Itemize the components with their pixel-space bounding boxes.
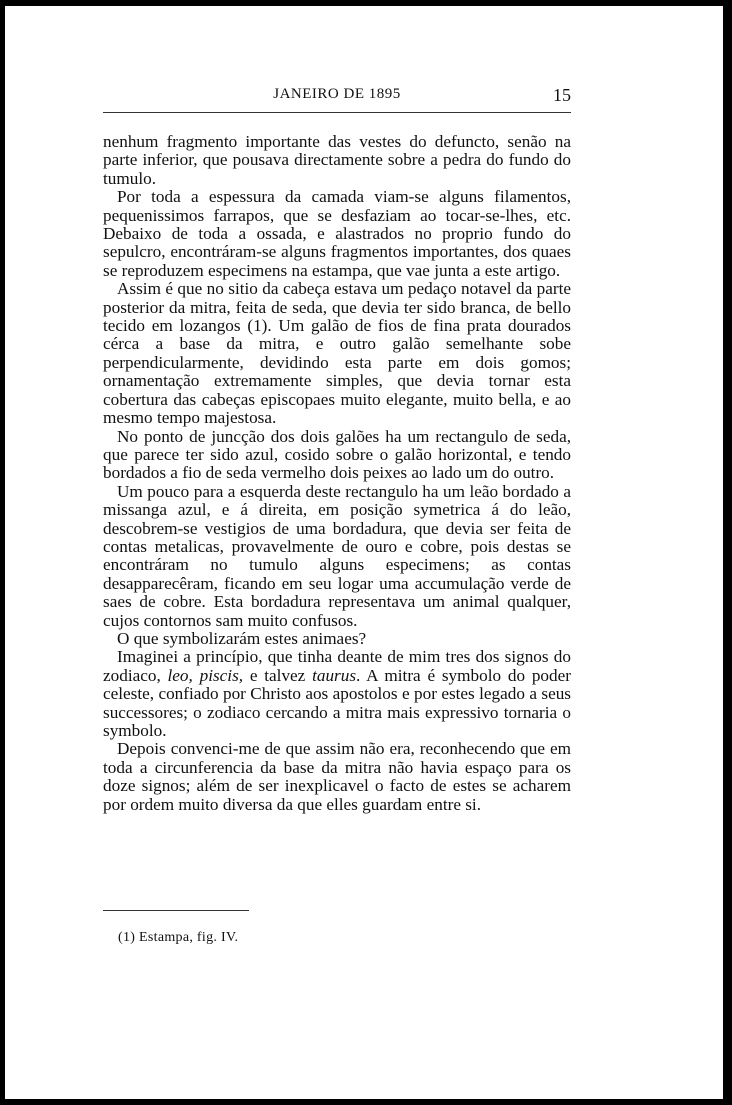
paragraph-7-text-e: . A mitra é symbolo do poder celeste, confiado por Christo aos apostolos e por estes legado a seus successores; o zodiaco cercando a mitra mais expressivo tornaria o symbolo. — [103, 665, 571, 740]
running-head: JANEIRO DE 1895 — [273, 86, 401, 102]
paragraph-3: Assim é que no sitio da cabeça estava um pedaço notavel da parte posterior da mitra, feita de seda, que devia ter sido branca, de bello tecido em lozangos (1). Um galão de fios de fina prata dourados cérca a base da mitra, e outro galão semelhante sobe perpendicularmente, devidindo esta parte em dois gomos; ornamentação extremamente simples, que devia tornar esta cobertura das cabeças episcopaes muito elegante, muito bella, e ao mesmo tempo majestosa. — [103, 279, 571, 428]
zodiac-terms: leo, piscis, — [167, 665, 244, 685]
header-rule — [103, 112, 571, 113]
paragraph-7-text-a: Imaginei a princípio, que tinha deante de mim tres dos signos do zodiaco, — [103, 647, 571, 685]
footnote-rule — [103, 910, 249, 911]
paragraph-2: Por toda a espessura da camada viam-se alguns filamentos, pequenissimos farrapos, que se desfaziam ao tocar-se-lhes, etc. Debaixo de toda a ossada, e alastrados no proprio fundo do sepulcro, encontráram-se alguns fragmentos importantes, dos quaes se reproduzem especimens na estampa, que vae junta a este artigo. — [103, 187, 571, 280]
page-header — [103, 86, 571, 108]
body-text — [103, 133, 571, 814]
zodiac-term-taurus: taurus — [312, 665, 357, 685]
paragraph-1: nenhum fragmento importante das vestes do defuncto, senão na parte inferior, que pousava directamente sobre a pedra do fundo do tumulo. — [103, 132, 571, 188]
paragraph-7 — [103, 648, 571, 740]
paragraph-4: No ponto de juncção dos dois galões ha um rectangulo de seda, que parece ter sido azul, cosido sobre o galão horizontal, e tendo bordados a fio de seda vermelho dois peixes ao lado um do outro. — [103, 426, 571, 483]
paragraph-5: Um pouco para a esquerda deste rectangulo ha um leão bordado a missanga azul, e á direita, em posição symetrica á do leão, descobrem-se vestigios de uma bordadura, que devia ser feita de contas metalicas, provavelmente de ouro e cobre, pois destas se encontráram no tumulo alguns especimens; as contas desapparecêram, ficando em seu logar uma accumulação verde de saes de cobre. Esta bordadura representava um animal qualquer, cujos contornos sam muito confusos. — [103, 481, 571, 630]
paragraph-6: O que symbolizarám estes animaes? — [117, 628, 367, 648]
paragraph-7-text-c: e talvez — [243, 665, 313, 685]
footnote: (1) Estampa, fig. IV. — [118, 930, 239, 945]
paragraph-8: Depois convenci-me de que assim não era, reconhecendo que em toda a circunferencia da base da mitra não havia espaço para os doze signos; além de ser inexplicavel o facto de estes se acharem por ordem muito diversa da que elles guardam entre si. — [103, 739, 571, 814]
page-number: 15 — [553, 85, 571, 105]
